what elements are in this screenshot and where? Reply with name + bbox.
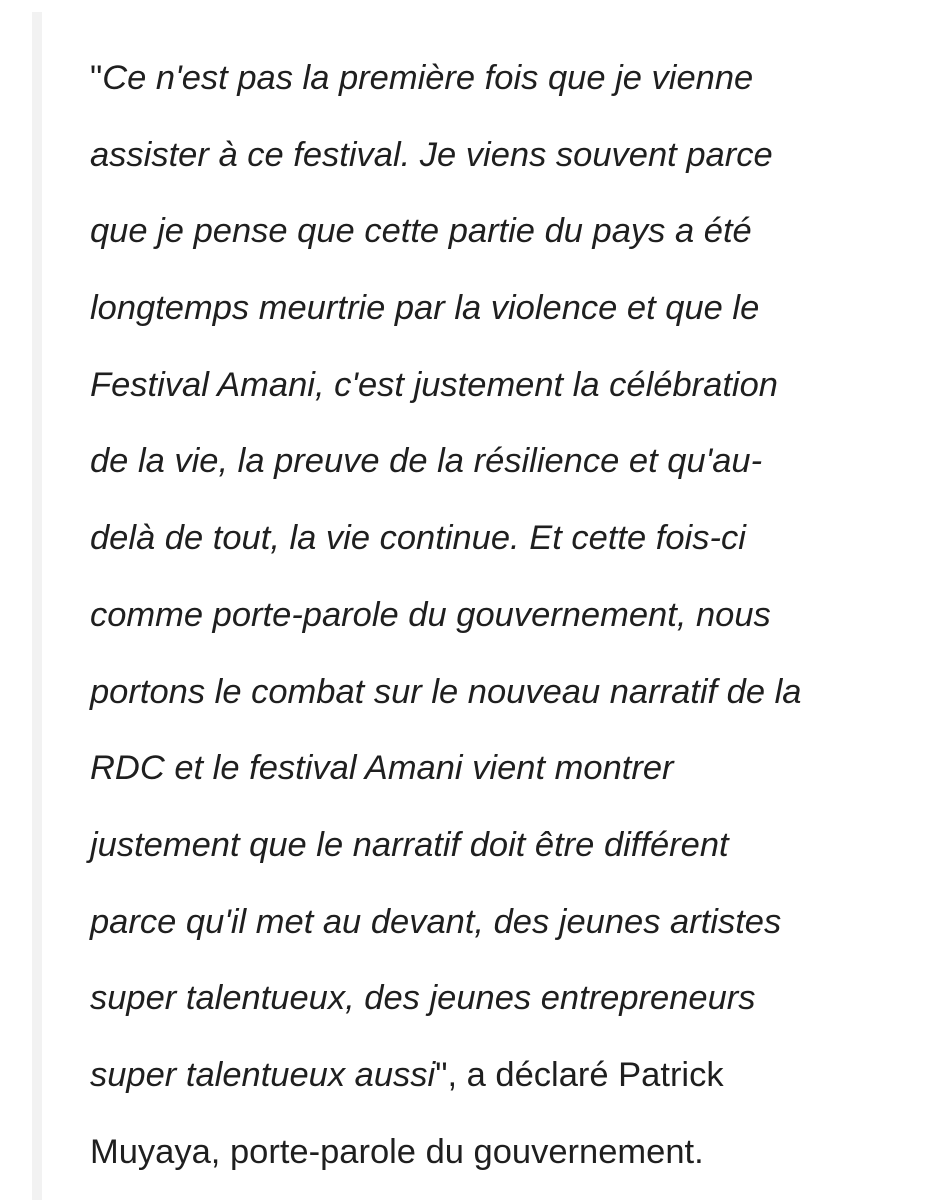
- quote-line-9: portons le combat sur le nouveau narratif de la: [90, 672, 802, 711]
- quote-paragraph: [90, 40, 890, 1190]
- quote-line-11: justement que le narratif doit être différent: [90, 825, 729, 864]
- quote-text-end: super talentueux aussi: [90, 1055, 436, 1094]
- quote-left-border: [32, 12, 42, 1200]
- quote-line-3: que je pense que cette partie du pays a été: [90, 212, 752, 251]
- quote-line-5: Festival Amani, c'est justement la célébration: [90, 365, 778, 404]
- open-quote-mark: ": [90, 59, 103, 97]
- attribution-line: Muyaya, porte-parole du gouvernement.: [90, 1132, 704, 1171]
- quote-line-4: longtemps meurtrie par la violence et que le: [90, 289, 760, 328]
- quote-line-10: RDC et le festival Amani vient montrer: [90, 749, 674, 788]
- quote-line-2: assister à ce festival. Je viens souvent parce: [90, 135, 773, 174]
- quote-line-6: de la vie, la preuve de la résilience et qu'au-: [90, 442, 763, 481]
- quote-line-8: comme porte-parole du gouvernement, nous: [90, 595, 771, 634]
- quote-line-7: delà de tout, la vie continue. Et cette fois-ci: [90, 519, 746, 558]
- attribution-start: ", a déclaré Patrick: [435, 1055, 724, 1094]
- quote-line-12: parce qu'il met au devant, des jeunes artistes: [90, 902, 782, 941]
- quote-text: Ce n'est pas la première fois que je vienne: [102, 59, 754, 97]
- quote-line-14: [90, 1037, 890, 1114]
- quote-line-1: [90, 40, 890, 117]
- quote-line-13: super talentueux, des jeunes entrepreneurs: [90, 979, 756, 1018]
